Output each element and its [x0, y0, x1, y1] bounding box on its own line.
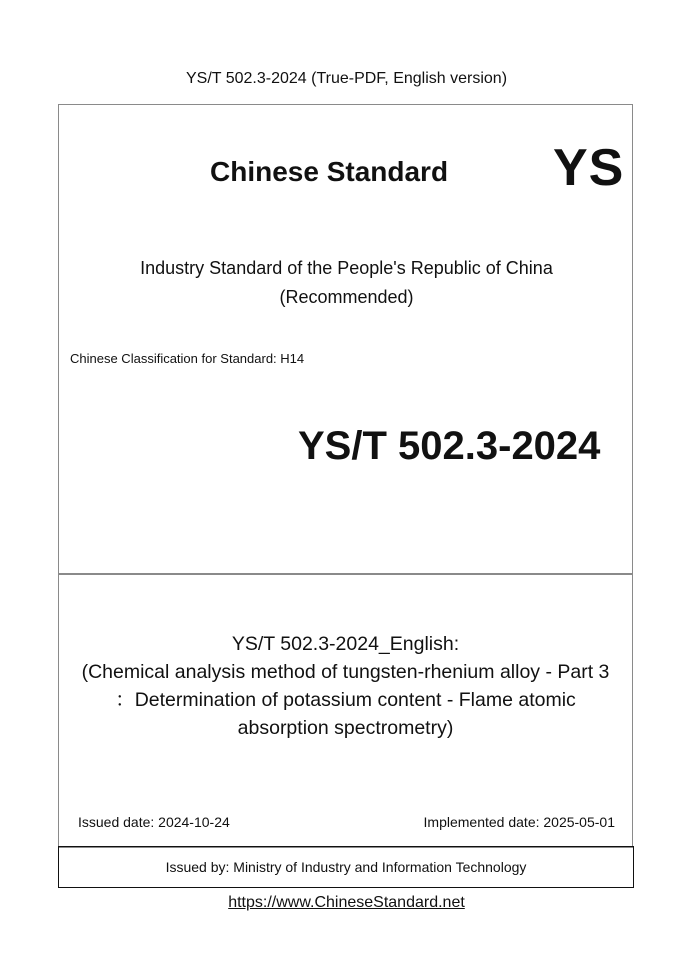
title-line-3: ：Determination of potassium content - Flame atomic	[115, 689, 576, 711]
issued-date: Issued date: 2024-10-24	[78, 814, 230, 830]
implemented-date: Implemented date: 2025-05-01	[423, 814, 615, 830]
recommended-line: (Recommended)	[279, 287, 414, 307]
brand-title: Chinese Standard	[210, 156, 449, 187]
issuer-text: Issued by: Ministry of Industry and Information Technology	[165, 859, 527, 875]
issuer-box	[58, 846, 634, 888]
industry-standard-line: Industry Standard of the People's Republic of China	[140, 258, 553, 278]
document-header: YS/T 502.3-2024 (True-PDF, English version)	[185, 70, 508, 87]
title-line-2: (Chemical analysis method of tungsten-rhenium alloy - Part 3	[81, 661, 610, 683]
website-link[interactable]: https://www.ChineseStandard.net	[228, 894, 465, 911]
standard-mark: YS	[553, 139, 625, 197]
title-line-4: absorption spectrometry)	[237, 717, 454, 739]
document-title	[58, 630, 633, 742]
classification-text: Chinese Classification for Standard: H14	[70, 351, 305, 366]
title-line-1: YS/T 502.3-2024_English:	[231, 633, 460, 655]
footer-url	[0, 894, 693, 912]
standard-number: YS/T 502.3-2024	[298, 424, 601, 468]
